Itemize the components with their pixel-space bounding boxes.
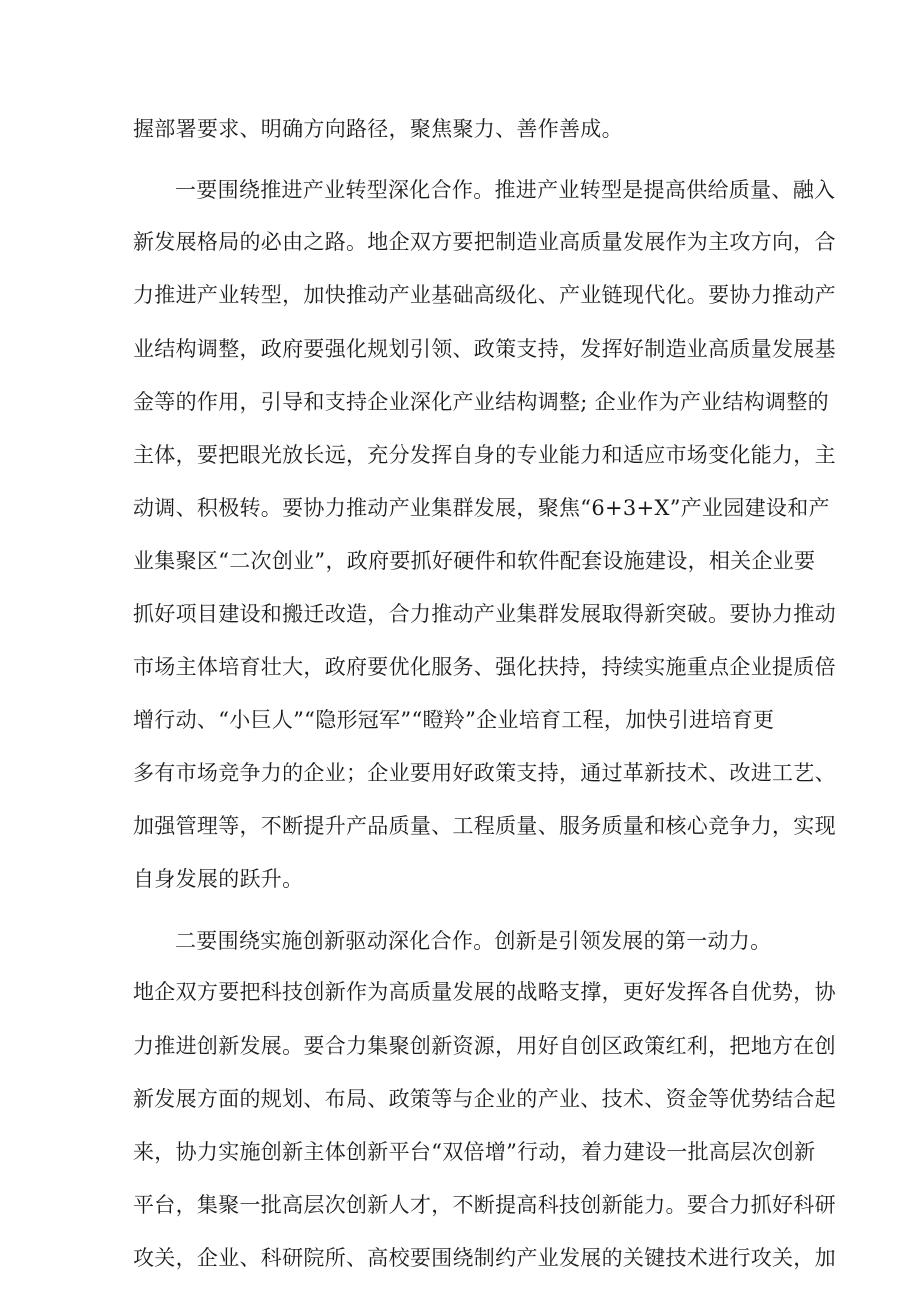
text-line: 加强管理等，不断提升产品质量、工程质量、服务质量和核心竞争力，实现 — [133, 814, 836, 838]
text-line: 新发展方面的规划、布局、政策等与企业的产业、技术、资金等优势结合起 — [133, 1087, 836, 1111]
text-line: 平台，集聚一批高层次创新人才，不断提高科技创新能力。要合力抓好科研 — [133, 1193, 836, 1217]
text-line: 业集聚区“二次创业”，政府要抓好硬件和软件配套设施建设，相关企业要 — [133, 549, 816, 573]
text-line: 主体，要把眼光放长远，充分发挥自身的专业能力和适应市场变化能力，主 — [133, 443, 836, 467]
text-line: 攻关，企业、科研院所、高校要围绕制约产业发展的关键技术进行攻关，加 — [133, 1246, 836, 1270]
text-line: 新发展格局的必由之路。地企双方要把制造业高质量发展作为主攻方向，合 — [133, 230, 836, 254]
text-line: 金等的作用，引导和支持企业深化产业结构调整; 企业作为产业结构调整的 — [133, 390, 829, 414]
paragraph-first-line: 一要围绕推进产业转型深化合作。推进产业转型是提高供给质量、融入 — [175, 178, 836, 202]
text-line: 动调、积极转。要协力推动产业集群发展，聚焦“6+3+X”产业园建设和产 — [133, 496, 830, 520]
text-line: 来，协力实施创新主体创新平台“双倍增”行动，着力建设一批高层次创新 — [133, 1140, 816, 1164]
text-line: 力推进创新发展。要合力集聚创新资源，用好自创区政策红利，把地方在创 — [133, 1034, 836, 1058]
text-line: 增行动、“小巨人”“隐形冠军”“瞪羚”企业培育工程，加快引进培育更 — [133, 708, 775, 732]
text-line: 地企双方要把科技创新作为高质量发展的战略支撑，更好发挥各自优势，协 — [133, 980, 836, 1004]
text-line: 多有市场竞争力的企业；企业要用好政策支持，通过革新技术、改进工艺、 — [133, 761, 836, 785]
text-line: 自身发展的跃升。 — [133, 867, 304, 891]
text-line: 业结构调整，政府要强化规划引领、政策支持，发挥好制造业高质量发展基 — [133, 337, 836, 361]
text-line: 市场主体培育壮大，政府要优化服务、强化扶持，持续实施重点企业提质倍 — [133, 655, 836, 679]
paragraph-first-line: 二要围绕实施创新驱动深化合作。创新是引领发展的第一动力。 — [175, 929, 772, 953]
text-line: 抓好项目建设和搬迁改造，合力推动产业集群发展取得新突破。要协力推动 — [133, 602, 836, 626]
text-line: 力推进产业转型，加快推动产业基础高级化、产业链现代化。要协力推动产 — [133, 283, 836, 307]
text-line: 握部署要求、明确方向路径，聚焦聚力、善作善成。 — [133, 117, 623, 141]
